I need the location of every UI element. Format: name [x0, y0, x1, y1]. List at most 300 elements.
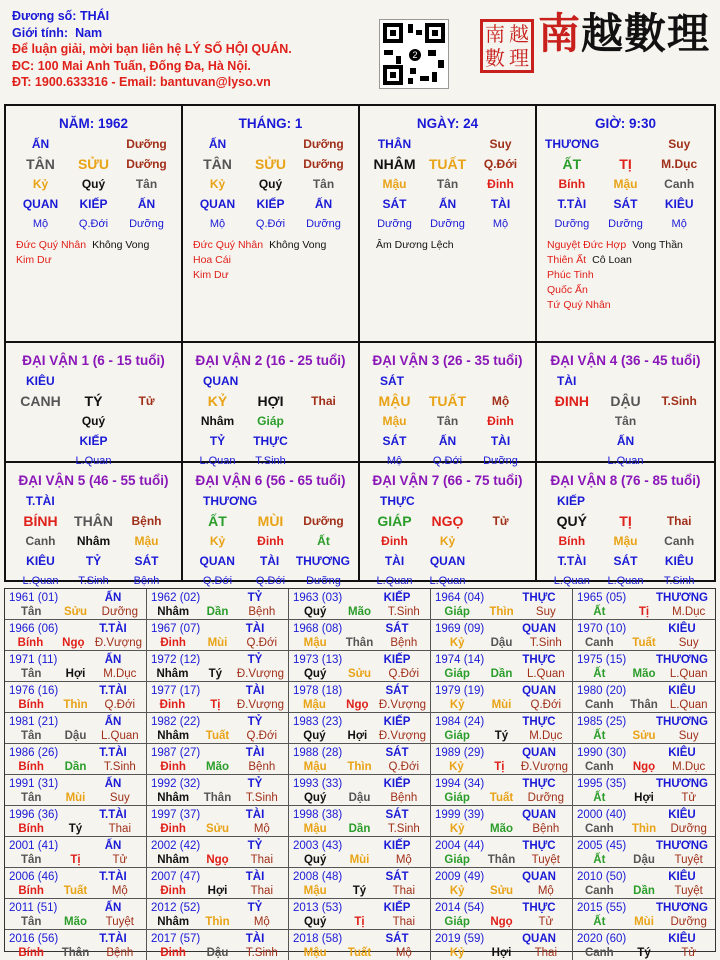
duong-so-value: THÁI	[79, 9, 110, 23]
sub-stage: L.Quan	[429, 575, 466, 587]
year-stem: Tân	[20, 730, 42, 742]
star-name: Hoa Cái	[193, 254, 231, 266]
year-cell	[431, 868, 573, 899]
year-branch: Thân	[61, 947, 90, 959]
year-pillar	[9, 667, 142, 681]
year-star: ẤN	[104, 592, 122, 604]
sub-star: SÁT	[382, 197, 407, 211]
year-pillar	[151, 822, 284, 836]
year-pillar	[577, 791, 711, 805]
main-star: THƯƠNG	[203, 494, 258, 508]
year-branch: Sửu	[205, 823, 229, 835]
year-stage: Bệnh	[390, 792, 418, 804]
year-stem: Mậu	[303, 637, 327, 649]
year-stem: Đinh	[160, 823, 186, 835]
year-branch: Tý	[208, 668, 223, 680]
star-name: Đức Quý Nhân	[193, 239, 264, 251]
year-label: 2000 (40)	[577, 809, 627, 821]
year-pillar	[577, 822, 711, 836]
year-label: 1975 (15)	[577, 654, 627, 666]
year-branch: Tuất	[63, 885, 88, 897]
main-star: THỰC	[380, 494, 415, 508]
year-label: 2015 (55)	[577, 902, 627, 914]
life-stage: M.Dục	[661, 157, 698, 171]
year-label: 2006 (46)	[9, 871, 59, 883]
earthly-branch: SỬU	[77, 156, 110, 172]
year-star: SÁT	[385, 747, 409, 759]
year-cell	[289, 713, 431, 744]
year-pillar	[435, 636, 568, 650]
year-label: 2013 (53)	[293, 902, 343, 914]
year-stem: Nhâm	[157, 854, 190, 866]
year-stage: T.Sinh	[245, 792, 278, 804]
year-branch: Thân	[345, 637, 374, 649]
sub-stage: L.Quan	[199, 455, 236, 467]
year-branch: Tý	[68, 823, 83, 835]
year-pillar	[151, 884, 284, 898]
year-cell	[289, 868, 431, 899]
life-stage: Bệnh	[131, 514, 162, 528]
sub-stage: Q.Đới	[202, 575, 233, 587]
hidden-stem: Quý	[81, 414, 106, 428]
cell-row	[183, 551, 358, 571]
year-line	[435, 684, 568, 698]
hidden-stem: Đinh	[487, 414, 514, 428]
dai-van-title: ĐẠI VẬN 1 (6 - 15 tuổi)	[22, 353, 165, 368]
cell-row	[537, 214, 714, 234]
sub-stage: Mộ	[671, 218, 687, 230]
star-row	[547, 253, 704, 268]
year-branch: Tị	[494, 761, 505, 773]
year-cell	[147, 868, 289, 899]
sub-star: KIẾP	[79, 434, 108, 448]
year-star: THỰC	[522, 716, 556, 728]
year-cell	[431, 930, 573, 960]
year-stem: Mậu	[303, 885, 327, 897]
year-branch: Dần	[64, 761, 87, 773]
year-branch: Thân	[203, 792, 232, 804]
year-stage: Tử	[538, 916, 554, 928]
year-cell	[5, 775, 147, 806]
year-branch: Mùi	[207, 637, 228, 649]
sub-stage: L.Quan	[553, 575, 590, 587]
year-line	[577, 715, 711, 729]
hidden-stem: Tân	[436, 414, 459, 428]
year-cell	[573, 899, 715, 930]
year-line	[9, 684, 142, 698]
year-line	[9, 653, 142, 667]
cell-row	[537, 134, 714, 154]
cell-row	[183, 511, 358, 531]
year-line	[151, 870, 284, 884]
year-stem: Quý	[303, 730, 326, 742]
year-line	[577, 808, 711, 822]
year-branch: Thìn	[347, 761, 372, 773]
dai-van-title: ĐẠI VẬN 6 (56 - 65 tuổi)	[195, 473, 346, 488]
year-label: 1982 (22)	[151, 716, 201, 728]
year-branch: Tuất	[632, 637, 656, 649]
year-star: ẤN	[104, 778, 122, 790]
year-stage: Đ.Vượng	[520, 761, 569, 773]
year-stage: Mộ	[253, 823, 270, 835]
year-pillar	[9, 822, 142, 836]
cell-row	[183, 154, 358, 174]
year-pillar	[151, 760, 284, 774]
hidden-stem: Nhâm	[76, 534, 111, 548]
hidden-stem: Đinh	[257, 534, 284, 548]
hidden-stem: Tân	[312, 177, 335, 191]
year-star: TỶ	[247, 716, 263, 728]
year-star: KIẾP	[383, 840, 411, 852]
year-stage: Dưỡng	[101, 606, 138, 618]
year-label: 1977 (17)	[151, 685, 201, 697]
year-cell	[289, 744, 431, 775]
year-stage: T.Sinh	[245, 947, 278, 959]
year-line	[9, 746, 142, 760]
year-line	[151, 808, 284, 822]
hidden-stem: Ất	[317, 534, 330, 548]
year-branch: Mão	[632, 668, 656, 680]
year-cell	[147, 713, 289, 744]
year-stage: Đ.Vượng	[94, 637, 143, 649]
year-pillar	[151, 667, 284, 681]
year-label: 1972 (12)	[151, 654, 201, 666]
pillar-grid	[4, 104, 716, 587]
sub-stage: Dưỡng	[483, 455, 518, 467]
cell-row	[183, 371, 358, 391]
earthly-branch: TUẤT	[428, 156, 467, 172]
year-line	[577, 777, 711, 791]
cell-row	[360, 511, 535, 531]
year-branch: Hợi	[207, 885, 228, 897]
year-cell	[5, 589, 147, 620]
year-branch: Tị	[70, 854, 81, 866]
main-star: ẤN	[31, 137, 50, 151]
year-label: 1970 (10)	[577, 623, 627, 635]
year-cell	[289, 682, 431, 713]
sub-stage: Dưỡng	[306, 575, 341, 587]
year-branch: Tị	[210, 699, 221, 711]
year-label: 2005 (45)	[577, 840, 627, 852]
year-branch: Thìn	[63, 699, 88, 711]
year-line	[577, 746, 711, 760]
year-branch: Tuất	[489, 792, 514, 804]
year-line	[293, 746, 426, 760]
life-stage: Dưỡng	[126, 157, 167, 171]
main-star: QUAN	[203, 374, 239, 388]
year-star: ẤN	[104, 902, 122, 914]
sub-stage: T.Sinh	[78, 575, 109, 587]
year-branch: Tý	[352, 885, 367, 897]
year-cell	[147, 775, 289, 806]
year-cell	[431, 651, 573, 682]
year-cell	[289, 930, 431, 960]
year-pillar	[293, 822, 426, 836]
year-stem: Bính	[17, 637, 44, 649]
year-label: 1980 (20)	[577, 685, 627, 697]
year-star: SÁT	[385, 623, 409, 635]
year-star: SÁT	[385, 809, 409, 821]
dai-van-4	[537, 343, 714, 467]
year-star: SÁT	[385, 685, 409, 697]
year-line	[293, 653, 426, 667]
year-stage: M.Dục	[672, 606, 706, 618]
year-label: 1993 (33)	[293, 778, 343, 790]
annual-grid	[4, 588, 716, 959]
year-cell	[147, 651, 289, 682]
year-star: KIÊU	[668, 747, 696, 759]
main-star: KIẾP	[557, 494, 586, 508]
year-branch: Mùi	[65, 792, 86, 804]
life-stage: Dưỡng	[303, 137, 344, 151]
year-stage: Đ.Vượng	[236, 699, 285, 711]
year-stage: Thai	[250, 854, 273, 866]
year-star: ẤN	[104, 654, 122, 666]
year-cell	[5, 620, 147, 651]
year-stage: L.Quan	[526, 668, 565, 680]
year-pillar	[435, 667, 568, 681]
sub-star: TÀI	[259, 554, 280, 568]
year-pillar	[151, 791, 284, 805]
year-pillar	[9, 791, 142, 805]
hidden-stem: Canh	[25, 534, 56, 548]
year-stage: Tuyệt	[105, 916, 134, 928]
year-branch: Tý	[637, 947, 651, 959]
sub-stage: Dưỡng	[608, 218, 643, 230]
year-branch: Thìn	[489, 606, 514, 618]
year-label: 1992 (32)	[151, 778, 201, 790]
heavenly-stem: KỶ	[207, 393, 228, 409]
pillar-gio	[537, 106, 714, 343]
year-branch: Hợi	[347, 730, 368, 742]
year-branch: Sửu	[489, 885, 513, 897]
year-star: KIẾP	[383, 902, 411, 914]
dai-van-title: ĐẠI VẬN 5 (46 - 55 tuổi)	[18, 473, 169, 488]
year-cell	[147, 806, 289, 837]
sub-star: ẤN	[438, 434, 457, 448]
year-stage: Suy	[678, 637, 699, 649]
year-stage: Dưỡng	[670, 916, 707, 928]
sub-star: ẤN	[314, 197, 333, 211]
cell-row	[6, 391, 181, 411]
cell-row	[6, 214, 181, 234]
qr-code-icon: 2	[379, 19, 449, 89]
year-pillar	[293, 729, 426, 743]
year-line	[577, 684, 711, 698]
year-star: THỰC	[522, 592, 556, 604]
year-cell	[289, 837, 431, 868]
cell-row	[360, 371, 535, 391]
star-name: Đức Quý Nhân	[16, 239, 87, 251]
cell-row	[360, 154, 535, 174]
year-label: 1996 (36)	[9, 809, 59, 821]
year-pillar	[435, 915, 568, 929]
sub-star: QUAN	[429, 554, 466, 568]
year-stage: Bệnh	[248, 761, 276, 773]
year-line	[151, 777, 284, 791]
year-label: 1999 (39)	[435, 809, 485, 821]
sub-stage: L.Quan	[22, 575, 59, 587]
year-pillar	[435, 822, 568, 836]
year-stage: T.Sinh	[103, 761, 136, 773]
year-line	[293, 870, 426, 884]
year-pillar	[293, 884, 426, 898]
year-line	[435, 715, 568, 729]
year-stem: Canh	[584, 637, 614, 649]
year-branch: Ngọ	[62, 637, 85, 649]
main-star: SÁT	[380, 374, 404, 388]
year-cell	[573, 589, 715, 620]
year-label: 2007 (47)	[151, 871, 201, 883]
cell-row	[360, 551, 535, 571]
sub-star: KIẾP	[256, 197, 285, 211]
year-cell	[5, 744, 147, 775]
year-stage: Suy	[535, 606, 556, 618]
earthly-branch: DẬU	[610, 393, 641, 409]
sub-star: KIÊU	[664, 197, 694, 211]
year-stem: Ất	[593, 606, 606, 618]
year-pillar	[293, 853, 426, 867]
year-stage: Mộ	[395, 854, 412, 866]
dai-van-8	[537, 463, 714, 587]
year-cell	[573, 930, 715, 960]
year-cell	[289, 620, 431, 651]
year-pillar	[577, 636, 711, 650]
year-stage: Suy	[678, 730, 699, 742]
year-stage: Đ.Vượng	[236, 668, 285, 680]
year-star: THƯƠNG	[656, 654, 708, 666]
sub-star: SÁT	[613, 197, 638, 211]
year-branch: Sửu	[347, 668, 371, 680]
pillar-nam	[6, 106, 183, 343]
year-pillar	[435, 853, 568, 867]
cell-row	[183, 134, 358, 154]
star-row	[193, 238, 348, 253]
year-star: THỰC	[522, 778, 556, 790]
sub-star: THƯƠNG	[295, 554, 350, 568]
star-row	[547, 298, 704, 313]
year-label: 1991 (31)	[9, 778, 59, 790]
gioi-tinh-label: Giới tính:	[12, 25, 69, 40]
year-star: QUAN	[522, 809, 556, 821]
main-star: TÀI	[557, 374, 577, 388]
year-stage: Tử	[681, 792, 697, 804]
year-stem: Kỷ	[449, 823, 465, 835]
year-stem: Canh	[584, 823, 614, 835]
year-line	[435, 870, 568, 884]
year-pillar	[151, 636, 284, 650]
year-stem: Giáp	[444, 854, 470, 866]
year-branch: Sửu	[63, 606, 87, 618]
year-stage: Đ.Vượng	[378, 730, 427, 742]
sub-stage: Q.Đới	[432, 455, 463, 467]
year-branch: Mùi	[491, 699, 512, 711]
year-branch: Mão	[63, 916, 87, 928]
year-stem: Ất	[593, 730, 606, 742]
sub-star: TỶ	[85, 554, 102, 568]
heavenly-stem: NHÂM	[373, 156, 416, 172]
year-star: QUAN	[522, 623, 556, 635]
year-star: QUAN	[522, 685, 556, 697]
hidden-stem: Nhâm	[200, 414, 235, 428]
earthly-branch: TÝ	[84, 393, 103, 409]
year-label: 1967 (07)	[151, 623, 201, 635]
year-branch: Ngọ	[346, 699, 369, 711]
year-stage: T.Sinh	[387, 606, 420, 618]
year-stage: Q.Đới	[388, 668, 420, 680]
year-stem: Đinh	[159, 699, 186, 711]
cell-row	[6, 194, 181, 214]
year-branch: Tý	[494, 730, 509, 742]
earthly-branch: TỊ	[619, 513, 632, 529]
hidden-stem: Giáp	[257, 414, 284, 428]
year-branch: Sửu	[632, 730, 656, 742]
year-pillar	[151, 853, 284, 867]
sub-stage: T.Sinh	[663, 575, 695, 587]
year-stem: Mậu	[303, 761, 327, 773]
year-pillar	[435, 760, 568, 774]
year-stem: Nhâm	[157, 792, 190, 804]
year-pillar	[293, 791, 426, 805]
year-line	[435, 622, 568, 636]
hidden-stem: Kỷ	[209, 177, 226, 191]
year-label: 1983 (23)	[293, 716, 343, 728]
year-line	[293, 715, 426, 729]
year-pillar	[435, 698, 568, 712]
star-name: Kim Dư	[16, 254, 52, 266]
year-stem: Giáp	[444, 916, 470, 928]
year-cell	[573, 868, 715, 899]
dai-van-title: ĐẠI VẬN 2 (16 - 25 tuổi)	[195, 353, 346, 368]
earthly-branch: TỊ	[619, 156, 632, 172]
year-star: KIÊU	[668, 685, 696, 697]
cell-row	[360, 194, 535, 214]
duong-so-label: Đương số:	[12, 9, 77, 23]
hidden-stem: Kỷ	[209, 534, 226, 548]
year-label: 1984 (24)	[435, 716, 485, 728]
year-line	[293, 684, 426, 698]
year-pillar	[293, 760, 426, 774]
year-star: KIÊU	[668, 871, 696, 883]
year-line	[577, 839, 711, 853]
year-stem: Kỷ	[449, 761, 464, 773]
year-label: 1998 (38)	[293, 809, 343, 821]
sub-stage: L.Quan	[75, 455, 112, 467]
year-branch: Ngọ	[632, 761, 656, 773]
year-label: 1962 (02)	[151, 592, 201, 604]
star-row	[547, 283, 704, 298]
year-stem: Nhâm	[157, 606, 190, 618]
year-branch: Dậu	[206, 947, 229, 959]
year-stage: L.Quan	[669, 668, 708, 680]
heavenly-stem: MẬU	[378, 393, 411, 409]
year-stem: Giáp	[444, 668, 470, 680]
year-branch: Dần	[348, 823, 371, 835]
year-stem: Bính	[18, 823, 44, 835]
year-stage: Thai	[250, 885, 273, 897]
cell-row	[6, 511, 181, 531]
year-stage: Tử	[681, 947, 697, 959]
year-stem: Tân	[20, 792, 42, 804]
year-line	[9, 808, 142, 822]
year-label: 1973 (13)	[293, 654, 343, 666]
hidden-stem: Canh	[664, 534, 695, 548]
year-cell	[5, 899, 147, 930]
star-row	[547, 268, 704, 283]
heavenly-stem: QUÝ	[556, 513, 587, 529]
gioi-tinh-line	[12, 25, 372, 42]
special-stars	[6, 234, 181, 268]
